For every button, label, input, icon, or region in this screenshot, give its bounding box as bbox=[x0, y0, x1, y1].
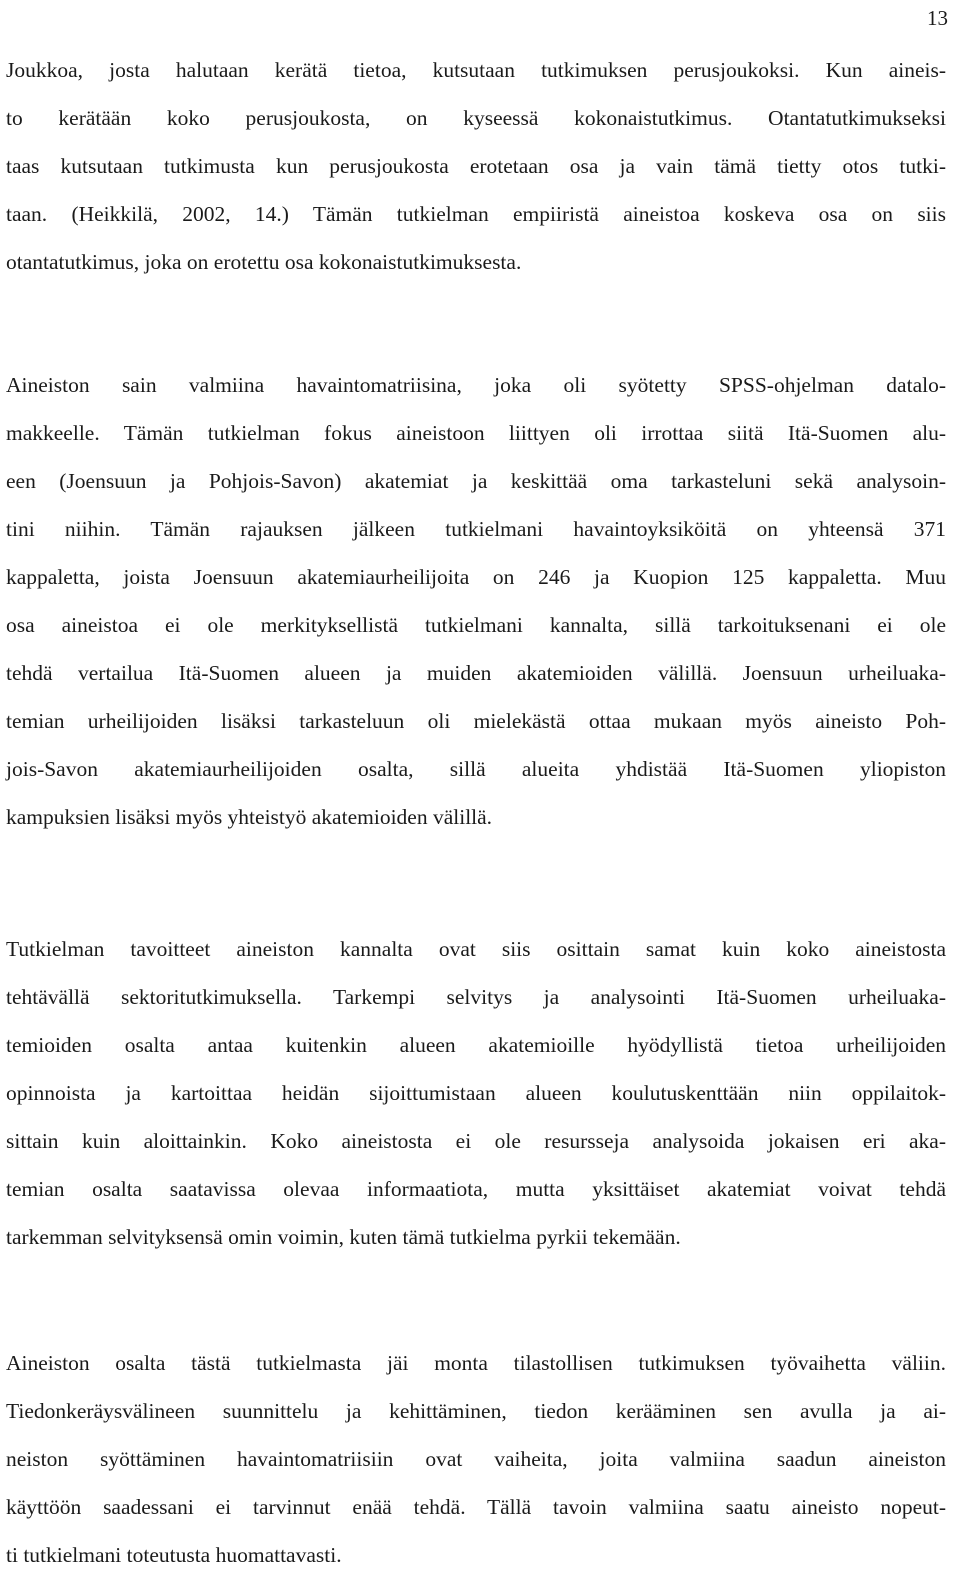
paragraph-3 bbox=[6, 925, 946, 1261]
text-line: temioiden osalta antaa kuitenkin alueen akatemioille hyödyllistä tietoa urheilijoiden bbox=[6, 1033, 946, 1057]
text-line: otantatutkimus, joka on erotettu osa kokonaistutkimuksesta. bbox=[6, 250, 522, 274]
text-line: Tiedonkeräysvälineen suunnittelu ja kehittäminen, tiedon kerääminen sen avulla ja ai- bbox=[6, 1399, 946, 1423]
text-line: Aineiston sain valmiina havaintomatriisina, joka oli syötetty SPSS-ohjelman datalo- bbox=[6, 373, 946, 397]
text-line: taas kutsutaan tutkimusta kun perusjoukosta erotetaan osa ja vain tämä tietty otos tutki- bbox=[6, 154, 946, 178]
text-line: tini niihin. Tämän rajauksen jälkeen tutkielmani havaintoyksiköitä on yhteensä 371 bbox=[6, 517, 946, 541]
text-line: tarkemman selvityksensä omin voimin, kuten tämä tutkielma pyrkii tekemään. bbox=[6, 1225, 681, 1249]
text-line: jois-Savon akatemiaurheilijoiden osalta, sillä alueita yhdistää Itä-Suomen yliopiston bbox=[6, 757, 946, 781]
text-line: kappaletta, joista Joensuun akatemiaurheilijoita on 246 ja Kuopion 125 kappaletta. Muu bbox=[6, 565, 946, 589]
text-line: Joukkoa, josta halutaan kerätä tietoa, kutsutaan tutkimuksen perusjoukoksi. Kun aineis- bbox=[6, 58, 946, 82]
text-line: makkeelle. Tämän tutkielman fokus aineistoon liittyen oli irrottaa siitä Itä-Suomen alu- bbox=[6, 421, 946, 445]
text-line: tehdä vertailua Itä-Suomen alueen ja muiden akatemioiden välillä. Joensuun urheiluaka- bbox=[6, 661, 946, 685]
paragraph-4 bbox=[6, 1339, 946, 1579]
text-line: sittain kuin aloittainkin. Koko aineistosta ei ole resursseja analysoida jokaisen eri aka- bbox=[6, 1129, 946, 1153]
text-line: to kerätään koko perusjoukosta, on kyseessä kokonaistutkimus. Otantatutkimukseksi bbox=[6, 106, 946, 130]
text-line: tehtävällä sektoritutkimuksella. Tarkempi selvitys ja analysointi Itä-Suomen urheiluaka- bbox=[6, 985, 946, 1009]
text-line: osa aineistoa ei ole merkityksellistä tutkielmani kannalta, sillä tarkoituksenani ei ole bbox=[6, 613, 946, 637]
page-number: 13 bbox=[927, 6, 948, 30]
text-line: kampuksien lisäksi myös yhteistyö akatemioiden välillä. bbox=[6, 805, 493, 829]
paragraph-1 bbox=[6, 46, 946, 286]
text-line: taan. (Heikkilä, 2002, 14.) Tämän tutkielman empiiristä aineistoa koskeva osa on siis bbox=[6, 202, 946, 226]
text-line: temian osalta saatavissa olevaa informaatiota, mutta yksittäiset akatemiat voivat tehdä bbox=[6, 1177, 946, 1201]
text-line: temian urheilijoiden lisäksi tarkasteluun oli mielekästä ottaa mukaan myös aineisto Poh- bbox=[6, 709, 946, 733]
paragraph-2 bbox=[6, 361, 946, 841]
text-line: Tutkielman tavoitteet aineiston kannalta ovat siis osittain samat kuin koko aineistosta bbox=[6, 937, 946, 961]
text-line: käyttöön saadessani ei tarvinnut enää tehdä. Tällä tavoin valmiina saatu aineisto nopeut- bbox=[6, 1495, 946, 1519]
text-line: ti tutkielmani toteutusta huomattavasti. bbox=[6, 1543, 342, 1567]
text-line: Aineiston osalta tästä tutkielmasta jäi monta tilastollisen tutkimuksen työvaihetta väliin. bbox=[6, 1351, 946, 1375]
text-line: neiston syöttäminen havaintomatriisiin ovat vaiheita, joita valmiina saadun aineiston bbox=[6, 1447, 946, 1471]
text-line: een (Joensuun ja Pohjois-Savon) akatemiat ja keskittää oma tarkasteluni sekä analysoin- bbox=[6, 469, 946, 493]
text-line: opinnoista ja kartoittaa heidän sijoittumistaan alueen koulutuskenttään niin oppilaitok- bbox=[6, 1081, 946, 1105]
